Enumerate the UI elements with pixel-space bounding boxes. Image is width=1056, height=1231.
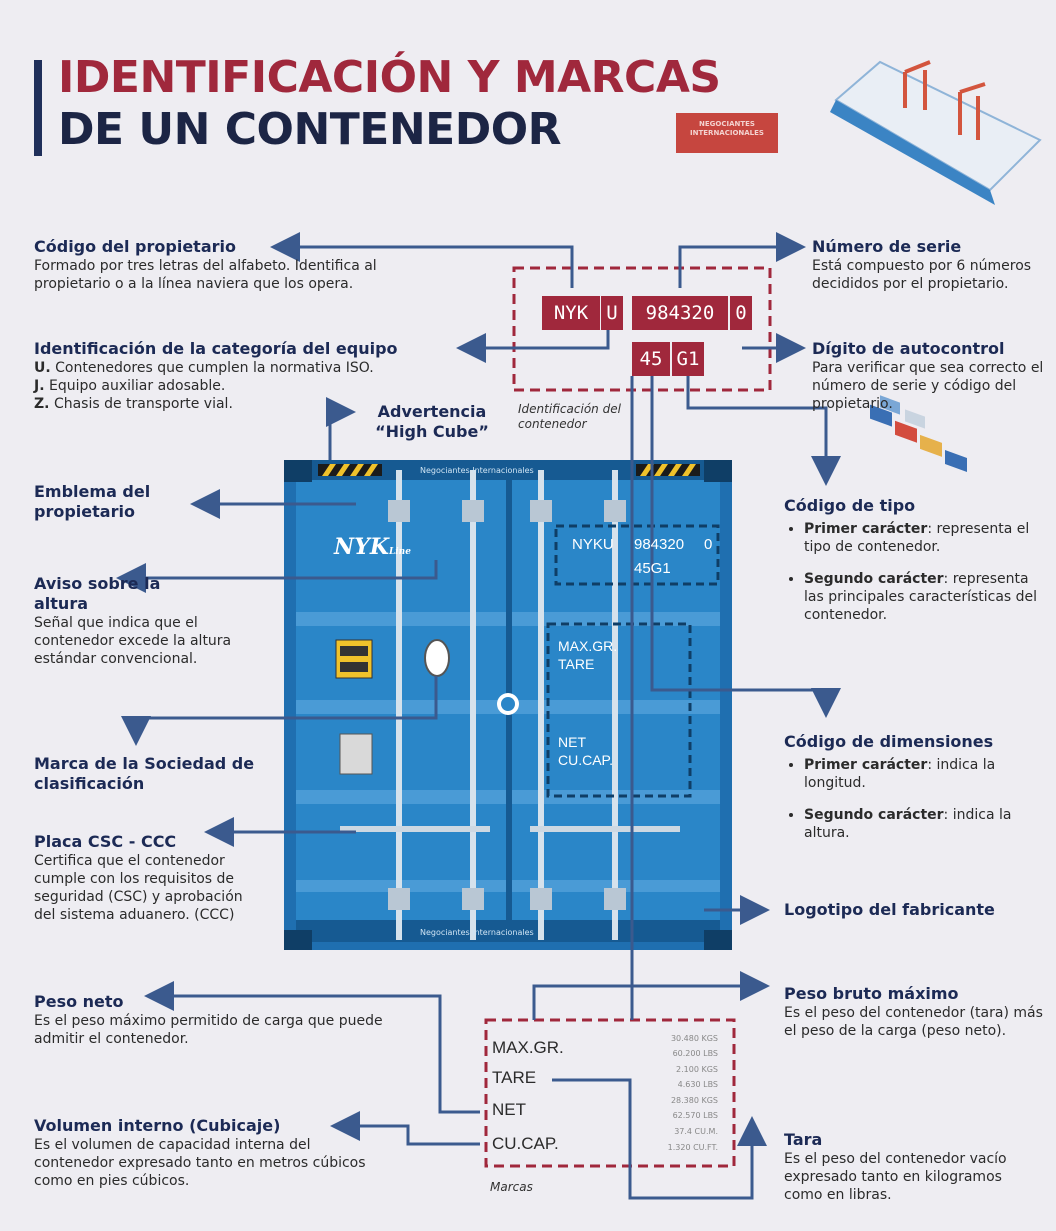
check-digit-box: 0 [730, 296, 752, 330]
type-code-list [784, 520, 1050, 624]
mark-value-5: 28.380 KGS [670, 1096, 718, 1105]
volume-block [34, 1116, 384, 1190]
type-code-title: Código de tipo [784, 496, 916, 515]
csc-plate [340, 734, 372, 774]
tare-text: Es el peso del contenedor vacío expresado tanto en kilogramos como en libras. [784, 1151, 1007, 1203]
category-title: Identificación de la categoría del equipo [34, 339, 398, 358]
mark-value-6: 62.570 LBS [672, 1111, 718, 1120]
serial-number-text: Está compuesto por 6 números decididos por el propietario. [812, 258, 1032, 292]
serial-number-title: Número de serie [812, 237, 962, 256]
door-code-owner: NYKU [572, 536, 614, 553]
net-weight-text: Es el peso máximo permitido de carga que puede admitir el contenedor. [34, 1013, 383, 1047]
category-item-j: J. Equipo auxiliar adosable. [34, 378, 226, 394]
category-item-u: U. Contenedores que cumplen la normativa ISO. [34, 360, 374, 376]
manufacturer-logo [646, 902, 702, 916]
high-cube-title: Advertencia “High Cube” [375, 402, 489, 441]
type-code-item-2: • Segundo carácter: representa las principales características del contenedor. [804, 570, 1050, 624]
mark-value-4: 4.630 LBS [677, 1080, 718, 1089]
check-digit-block [812, 339, 1052, 413]
door-mark-net: NET [558, 734, 586, 750]
volume-title: Volumen interno (Cubicaje) [34, 1116, 281, 1135]
volume-text: Es el volumen de capacidad interna del contenedor expresado tanto en metros cúbicos como en pies cúbicos. [34, 1137, 366, 1189]
csc-plate-title: Placa CSC - CCC [34, 832, 177, 851]
marks-caption: Marcas [490, 1180, 533, 1194]
mark-label-cucap: CU.CAP. [492, 1134, 559, 1153]
owner-emblem [334, 534, 411, 560]
mark-value-1: 30.480 KGS [670, 1034, 718, 1043]
dimension-code-block [784, 732, 1050, 856]
type-code-item-1: • Primer carácter: representa el tipo de contenedor. [804, 520, 1050, 556]
door-code-serial: 984320 [634, 536, 685, 553]
container-top-text: Negociantes Internacionales [420, 466, 534, 475]
emblem-title: Emblema del propietario [34, 482, 151, 521]
tare-title: Tara [784, 1130, 823, 1149]
tare-block [784, 1130, 1034, 1204]
door-code-check: 0 [704, 536, 713, 553]
csc-plate-block [34, 832, 266, 924]
size-code-box: 45 [632, 342, 670, 376]
emblem-sub: Line [388, 547, 411, 557]
container-bottom-text: Negociantes Internacionales [420, 928, 534, 937]
door-code-type: 45G1 [634, 560, 671, 577]
mark-value-8: 1.320 CU.FT. [667, 1143, 718, 1152]
height-warning-title: Aviso sobre la altura [34, 574, 161, 613]
manufacturer-logo-title: Logotipo del fabricante [784, 900, 995, 919]
net-weight-block [34, 992, 384, 1048]
door-mark-cucap: CU.CAP. [558, 752, 613, 768]
category-code-box: U [601, 296, 623, 330]
check-digit-text: Para verificar que sea correcto el número de serie y código del propietario. [812, 360, 1044, 412]
dimension-code-item-2: • Segundo carácter: indica la altura. [804, 806, 1050, 842]
emblem-brand: NYK [334, 534, 389, 560]
identification-caption: Identificación del contenedor [518, 402, 621, 431]
door-mark-tare: TARE [558, 656, 595, 672]
owner-code-block [34, 237, 454, 293]
brand-badge: NEGOCIANTES INTERNACIONALES [676, 113, 778, 153]
mark-label-tare: TARE [492, 1068, 537, 1087]
net-weight-title: Peso neto [34, 992, 124, 1011]
serial-code-box: 984320 [632, 296, 728, 330]
serial-number-block [812, 237, 1048, 293]
height-warning-block [34, 574, 244, 668]
mark-value-2: 60.200 LBS [672, 1049, 718, 1058]
dimension-code-title: Código de dimensiones [784, 732, 994, 751]
height-warning-text: Señal que indica que el contenedor excede la altura estándar convencional. [34, 615, 232, 667]
mark-value-3: 2.100 KGS [676, 1065, 718, 1074]
mark-label-net: NET [492, 1100, 526, 1119]
category-item-z: Z. Chasis de transporte vial. [34, 396, 233, 412]
mark-value-7: 37.4 CU.M. [674, 1127, 718, 1136]
csc-plate-text: Certifica que el contenedor cumple con los requisitos de seguridad (CSC) y aprobación del sistema aduanero. (CCC) [34, 853, 243, 923]
title-line-1: IDENTIFICACIÓN Y MARCAS [58, 52, 721, 103]
dimension-code-list [784, 756, 1050, 842]
mark-label-maxgr: MAX.GR. [492, 1038, 564, 1057]
door-mark-maxgr: MAX.GR. [558, 638, 618, 654]
owner-code-text: Formado por tres letras del alfabeto. Identifica al propietario o a la línea naviera que los opera. [34, 258, 377, 292]
class-society-title: Marca de la Sociedad de clasificación [34, 754, 255, 793]
check-digit-title: Dígito de autocontrol [812, 339, 1005, 358]
dimension-code-item-1: • Primer carácter: indica la longitud. [804, 756, 1050, 792]
classification-society-mark [425, 640, 449, 676]
gross-weight-title: Peso bruto máximo [784, 984, 959, 1003]
title-line-2: DE UN CONTENEDOR [58, 104, 562, 155]
type-code-box: G1 [672, 342, 704, 376]
gross-weight-block [784, 984, 1044, 1040]
owner-code-box: NYK [542, 296, 600, 330]
gross-weight-text: Es el peso del contenedor (tara) más el peso de la carga (peso neto). [784, 1005, 1043, 1039]
owner-code-title: Código del propietario [34, 237, 236, 256]
title-accent-bar [34, 60, 42, 156]
height-warning-sticker [336, 640, 372, 678]
type-code-block [784, 496, 1050, 638]
